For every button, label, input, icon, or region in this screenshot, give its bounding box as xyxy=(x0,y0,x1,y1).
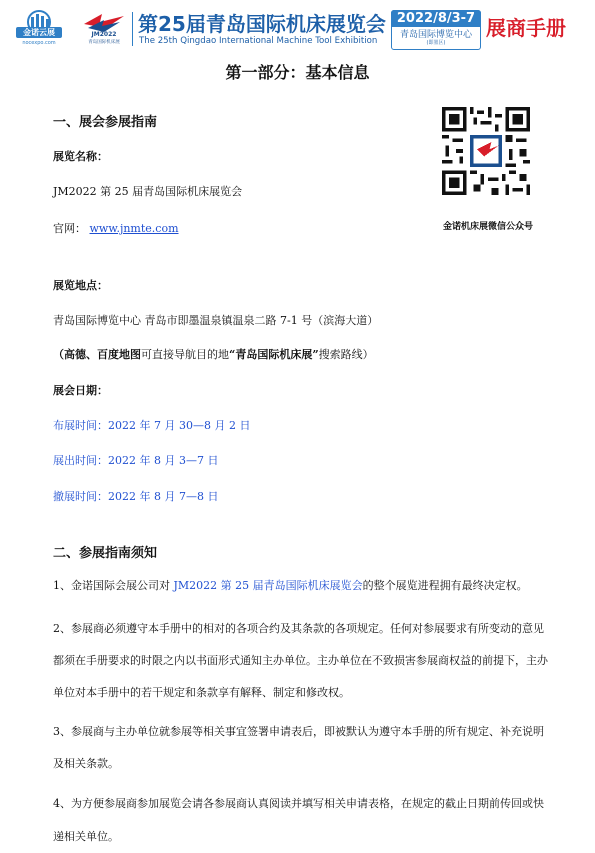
dates-label: 展会日期： xyxy=(53,384,108,397)
exhibitor-manual-label: 展商手册 xyxy=(486,16,566,40)
logo-brand-name: 金诺云展 xyxy=(16,27,62,38)
notice-1-end: 的整个展览进程拥有最终决定权。 xyxy=(362,579,528,592)
section-heading-guide: 一、展会参展指南 xyxy=(53,115,158,130)
navigation-note xyxy=(53,346,374,362)
jm-logo-text: JM2022 xyxy=(91,31,117,38)
notice-paragraph-3: 3、参展商与主办单位就参展等相关事宜签署申请表后，即被默认为遵守本手册的所有规定、补充说明及相关条款。 xyxy=(53,725,544,770)
website-row xyxy=(53,220,179,236)
notice-1-start: 1、金诺国际会展公司对 xyxy=(53,579,174,592)
exhibition-name-label: 展览名称： xyxy=(53,150,108,163)
exhibition-title-en: The 25th Qingdao International Machine Tool Exhibition xyxy=(139,36,378,46)
jm-logo-subtext: 青岛国际机床展 xyxy=(88,40,120,45)
wechat-qr-code-icon xyxy=(442,107,530,195)
logo-url: nocexpo.com xyxy=(22,40,56,46)
notice-paragraph-2: 2、参展商必须遵守本手册中的相对的各项合约及其条款的各项规定。任何对参展要求有所变动的意见都须在手册要求的时限之内以书面形式通知主办单位。主办单位在不致损害参展商权益的前提下，主办单位对本手册中的若干规定和条款享有解释、制定和修改权。 xyxy=(53,622,548,699)
page-title: 第一部分：基本信息 xyxy=(225,63,370,82)
show-dates: 展出时间：2022 年 8 月 3—7 日 xyxy=(53,454,219,467)
notice-paragraph-1 xyxy=(53,576,553,596)
exhibition-name-value: JM2022 第 25 届青岛国际机床展览会 xyxy=(53,185,243,198)
navigation-note-prefix: （高德、百度地图 xyxy=(53,348,141,361)
navigation-note-target: “青岛国际机床展” xyxy=(229,348,319,361)
exhibition-header xyxy=(0,0,595,52)
header-divider xyxy=(132,12,133,46)
section-heading-notes: 二、参展指南须知 xyxy=(53,546,158,561)
location-value: 青岛国际博览中心 青岛市即墨温泉镇温泉二路 7-1 号（滨海大道） xyxy=(53,314,379,327)
location-label: 展览地点： xyxy=(53,279,108,292)
setup-dates: 布展时间：2022 年 7 月 30—8 月 2 日 xyxy=(53,419,251,432)
teardown-dates: 撤展时间：2022 年 8 月 7—8 日 xyxy=(53,490,219,503)
date-badge-date: 2022/8/3-7 xyxy=(391,10,481,27)
notice-1-event: JM2022 第 25 届青岛国际机床展览会 xyxy=(173,579,363,592)
exhibition-title-cn: 第25届青岛国际机床展览会 xyxy=(138,12,386,36)
notice-paragraph-4: 4、为方便参展商参加展览会请各参展商认真阅读并填写相关申请表格，在规定的截止日期前传回或快递相关单位。 xyxy=(53,797,544,843)
date-badge-venue: 青岛国际博览中心 xyxy=(399,30,472,40)
navigation-note-middle: 可直接导航目的地 xyxy=(141,348,229,361)
navigation-note-suffix: 搜索路线） xyxy=(318,348,374,361)
website-label: 官网： xyxy=(53,222,86,235)
date-badge-district: (即墨区) xyxy=(426,40,446,46)
qr-caption: 金诺机床展微信公众号 xyxy=(442,222,533,232)
website-link[interactable]: www.jnmte.com xyxy=(89,222,179,235)
